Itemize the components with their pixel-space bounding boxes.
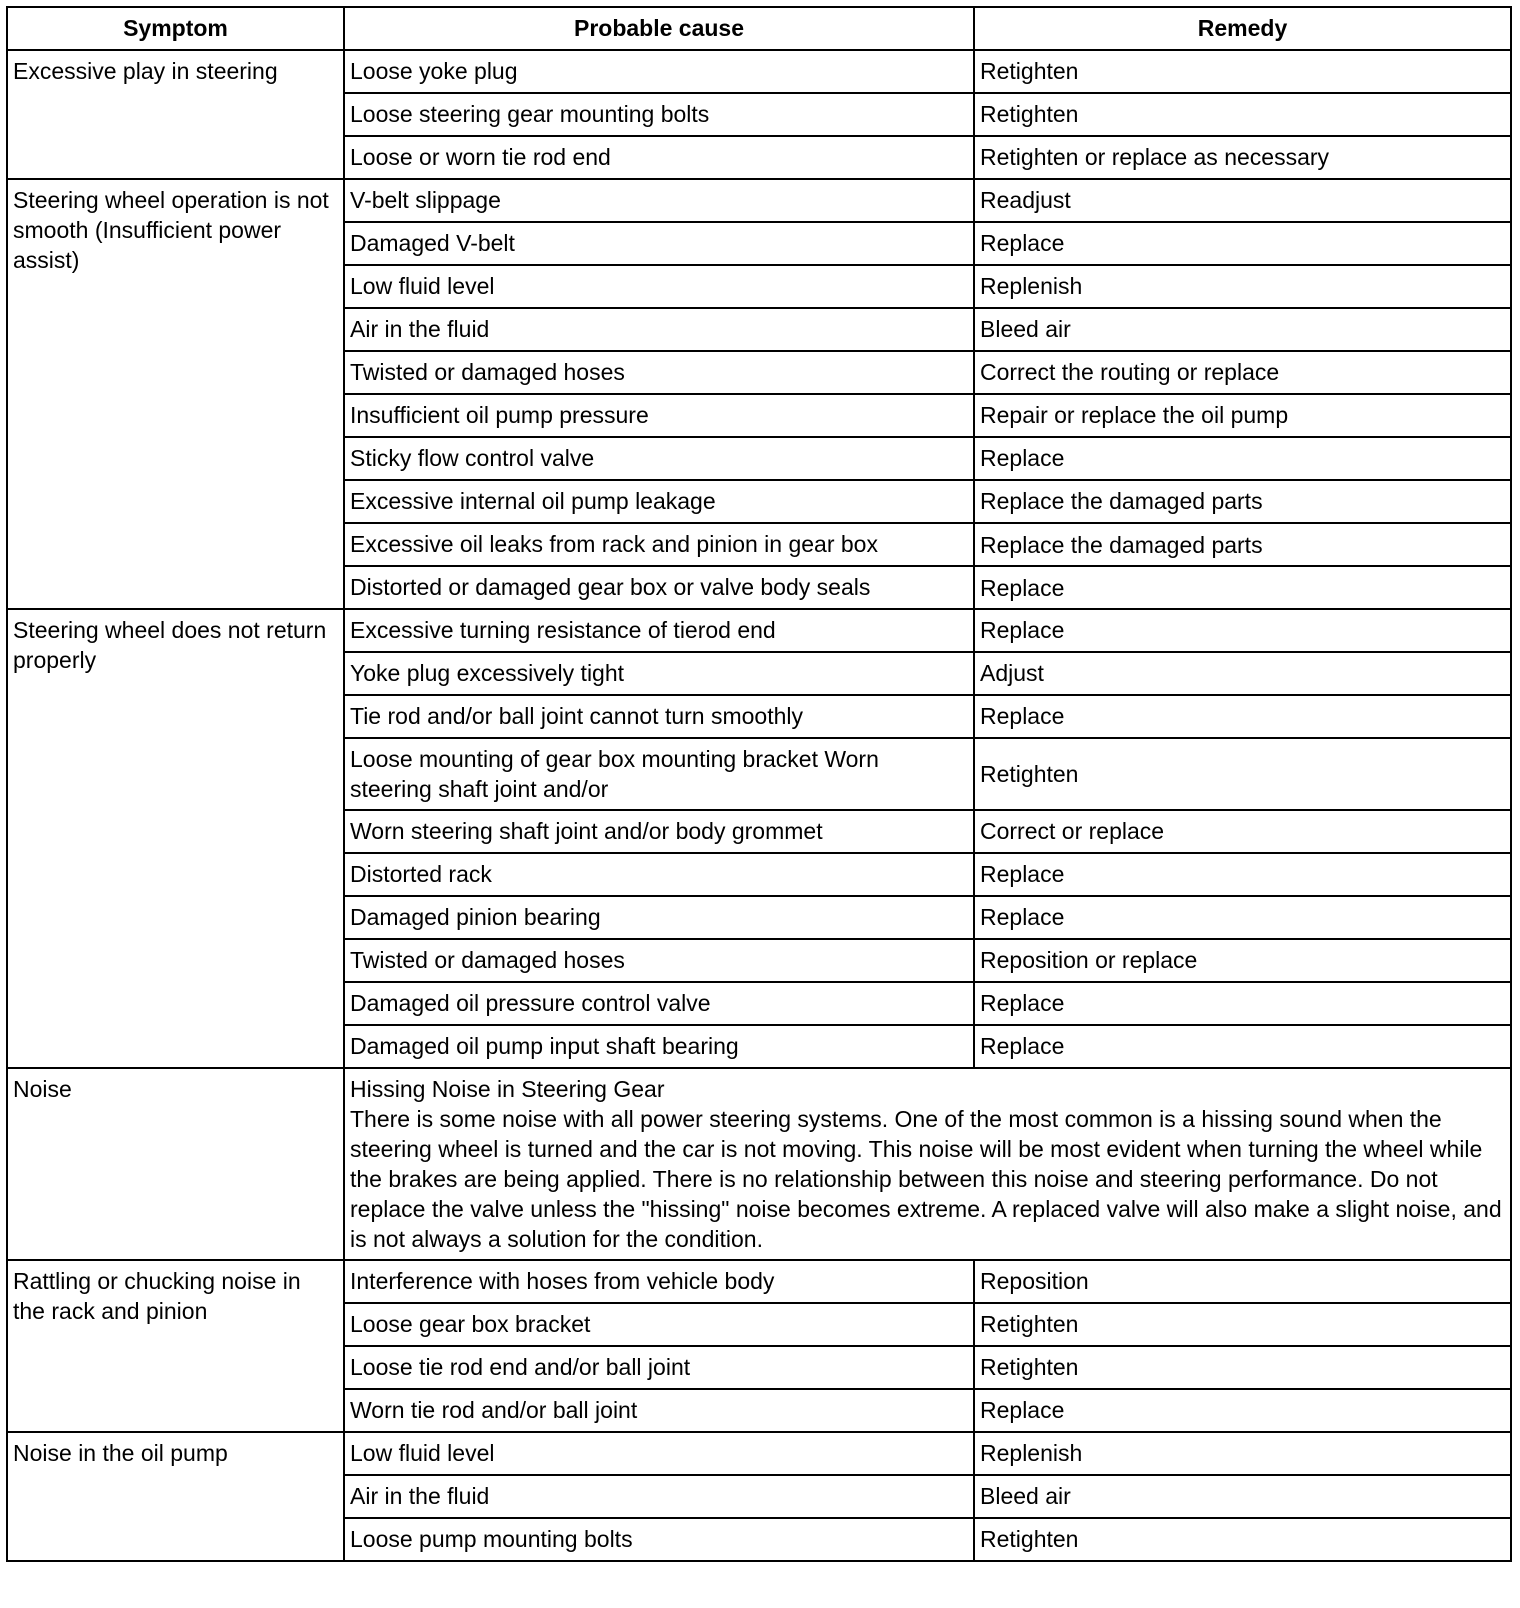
symptom-cell: Steering wheel does not return properly <box>7 609 344 1068</box>
remedy-cell: Retighten <box>974 1346 1511 1389</box>
remedy-cell: Bleed air <box>974 1475 1511 1518</box>
cause-cell: Air in the fluid <box>344 1475 974 1518</box>
cause-cell: Loose mounting of gear box mounting bracket Worn steering shaft joint and/or <box>344 738 974 810</box>
header-symptom: Symptom <box>7 7 344 50</box>
cause-cell: Air in the fluid <box>344 308 974 351</box>
cause-cell: Damaged oil pressure control valve <box>344 982 974 1025</box>
remedy-cell: Reposition or replace <box>974 939 1511 982</box>
table-row <box>7 1260 1511 1303</box>
cause-cell: Worn tie rod and/or ball joint <box>344 1389 974 1432</box>
remedy-cell: Repair or replace the oil pump <box>974 394 1511 437</box>
remedy-cell: Retighten <box>974 93 1511 136</box>
symptom-cell: Rattling or chucking noise in the rack and pinion <box>7 1260 344 1432</box>
cause-cell: Worn steering shaft joint and/or body grommet <box>344 810 974 853</box>
symptom-cell: Noise in the oil pump <box>7 1432 344 1561</box>
cause-cell: Excessive turning resistance of tierod end <box>344 609 974 652</box>
remedy-cell: Readjust <box>974 179 1511 222</box>
troubleshooting-document <box>6 6 1510 1562</box>
remedy-cell: Replace <box>974 437 1511 480</box>
cause-cell: Distorted or damaged gear box or valve body seals <box>344 566 974 609</box>
symptom-cell: Excessive play in steering <box>7 50 344 179</box>
cause-cell: Loose tie rod end and/or ball joint <box>344 1346 974 1389</box>
remedy-cell: Replace <box>974 896 1511 939</box>
remedy-cell: Adjust <box>974 652 1511 695</box>
remedy-cell: Replace <box>974 222 1511 265</box>
cause-cell: Low fluid level <box>344 265 974 308</box>
cause-cell: Damaged V-belt <box>344 222 974 265</box>
symptom-cell: Noise <box>7 1068 344 1260</box>
cause-cell: Yoke plug excessively tight <box>344 652 974 695</box>
remedy-cell: Replace <box>974 1025 1511 1068</box>
cause-cell: Interference with hoses from vehicle body <box>344 1260 974 1303</box>
table-row <box>7 179 1511 222</box>
cause-cell: Twisted or damaged hoses <box>344 939 974 982</box>
cause-cell: Sticky flow control valve <box>344 437 974 480</box>
remedy-cell: Replace the damaged parts <box>974 523 1511 566</box>
remedy-cell: Bleed air <box>974 308 1511 351</box>
header-remedy: Remedy <box>974 7 1511 50</box>
symptom-cell: Steering wheel operation is not smooth (Insufficient power assist) <box>7 179 344 609</box>
cause-cell: Low fluid level <box>344 1432 974 1475</box>
cause-cell: Excessive internal oil pump leakage <box>344 480 974 523</box>
remedy-cell: Replace <box>974 853 1511 896</box>
remedy-cell: Replace <box>974 609 1511 652</box>
note-cell <box>344 1068 1511 1260</box>
note-body: There is some noise with all power steering systems. One of the most common is a hissing sound when the steering wheel is turned and the car is not moving. This noise will be most evident when turning the wheel while the brakes are being applied. There is no relationship between this noise and steering performance. Do not replace the valve unless the "hissing" noise becomes extreme. A replaced valve will also make a slight noise, and is not always a solution for the condition. <box>350 1106 1502 1252</box>
cause-cell: Distorted rack <box>344 853 974 896</box>
remedy-cell: Replenish <box>974 1432 1511 1475</box>
table-row <box>7 609 1511 652</box>
cause-cell: Loose or worn tie rod end <box>344 136 974 179</box>
remedy-cell: Retighten <box>974 50 1511 93</box>
remedy-cell: Correct or replace <box>974 810 1511 853</box>
remedy-cell: Replenish <box>974 265 1511 308</box>
table-row <box>7 1068 1511 1260</box>
cause-cell: Insufficient oil pump pressure <box>344 394 974 437</box>
cause-cell: Loose steering gear mounting bolts <box>344 93 974 136</box>
note-title: Hissing Noise in Steering Gear <box>350 1076 665 1102</box>
remedy-cell: Replace <box>974 982 1511 1025</box>
header-probable-cause: Probable cause <box>344 7 974 50</box>
cause-cell: Damaged oil pump input shaft bearing <box>344 1025 974 1068</box>
remedy-cell: Replace <box>974 1389 1511 1432</box>
cause-cell: Excessive oil leaks from rack and pinion in gear box <box>344 523 974 566</box>
cause-cell: Twisted or damaged hoses <box>344 351 974 394</box>
cause-cell: Tie rod and/or ball joint cannot turn smoothly <box>344 695 974 738</box>
remedy-cell: Correct the routing or replace <box>974 351 1511 394</box>
cause-cell: Damaged pinion bearing <box>344 896 974 939</box>
remedy-cell: Replace <box>974 566 1511 609</box>
cause-cell: Loose gear box bracket <box>344 1303 974 1346</box>
remedy-cell: Replace the damaged parts <box>974 480 1511 523</box>
cause-cell: Loose yoke plug <box>344 50 974 93</box>
cause-cell: V-belt slippage <box>344 179 974 222</box>
table-row <box>7 1432 1511 1475</box>
remedy-cell: Retighten <box>974 738 1511 810</box>
troubleshooting-table <box>6 6 1512 1562</box>
cause-cell: Loose pump mounting bolts <box>344 1518 974 1561</box>
table-row <box>7 50 1511 93</box>
remedy-cell: Retighten <box>974 1303 1511 1346</box>
header-row <box>7 7 1511 50</box>
remedy-cell: Replace <box>974 695 1511 738</box>
remedy-cell: Reposition <box>974 1260 1511 1303</box>
remedy-cell: Retighten or replace as necessary <box>974 136 1511 179</box>
remedy-cell: Retighten <box>974 1518 1511 1561</box>
